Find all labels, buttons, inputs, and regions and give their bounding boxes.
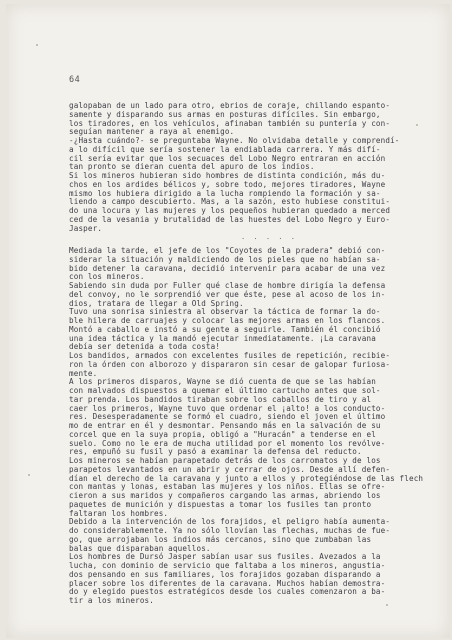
text-line: con los mineros. (69, 272, 145, 282)
text-line: res, empuñó su fusil y pasó a examinar la defensa del reducto. (69, 447, 362, 457)
text-line: ced de la vesania y brutalidad de las huestes del Lobo Negro y Euro- (69, 214, 391, 224)
text-line: placer sobre los diferentes de la caravana. Muchos habían demostra- (69, 578, 386, 588)
text-line: lucha, con dominio de servicio que faltaba a los mineros, angustia- (69, 561, 386, 570)
text-line: galopaban de un lado para otro, ebrios de coraje, chillando espanto- (69, 101, 391, 110)
text-line: tan pronto se dieran cuenta del apuro de los indios. (69, 162, 315, 172)
text-line: cil sería evitar que los secuaces del Lobo Negro entraran en acción (69, 153, 386, 163)
text-line: del convoy, no le sorprendió ver que éste, pese al acoso de los in- (69, 289, 386, 299)
text-line: Montó a caballo e instó a su gente a seguirle. También él concibió (69, 324, 381, 334)
text-line: siderar la situación y maldiciendo de los pieles que no habían sa- (69, 254, 381, 264)
text-line: mo de entrar en él y desmontar. Pensando más en la salvación de su (69, 421, 381, 430)
text-line: ble hilera de carruajes y colocar las mejores armas en los flancos. (69, 316, 386, 325)
text-line: Mediada la tarde, el jefe de los "Coyotes de la pradera" debió con- (69, 246, 386, 255)
text-line: mismo los hubiera dirigido a la lucha rompiendo la formación y sa- (69, 188, 381, 198)
text-line: debía ser detenida a toda costa! (69, 342, 221, 352)
page-number: 64 (69, 75, 81, 85)
text-line: do una locura y las mujeres y los pequeños hubieran quedado a merced (69, 206, 391, 215)
text-line: con malvados dispuestos a quemar el último cartucho antes que sol- (69, 386, 381, 395)
text-line: seguían mantener a raya al enemigo. (69, 127, 235, 137)
text-line: faltaran los hombres. (69, 508, 169, 518)
text-line: go, que arrojaban los indios más cercanos, sino que zumbaban las (69, 534, 372, 544)
text-line: do considerablemente. Ya no sólo llovían las flechas, muchas de fue- (69, 526, 391, 535)
text-line: corcel que en la suya propia, obligó a "Huracán" a tenderse en el (69, 429, 376, 439)
paper-speck (28, 474, 30, 476)
text-line: ron la órden con alborozo y dispararon sin cesar de galopar furiosa- (69, 359, 391, 369)
text-line: Si los mineros hubieran sido hombres de distinta condición, más du- (69, 171, 386, 180)
text-line: cieron a sus maridos y compañeros cargando las armas, abriendo los (69, 491, 381, 500)
paper-speck (416, 124, 418, 126)
text-line: tir a los mineros. (69, 596, 154, 605)
text-line: Los bandidos, armados con excelentes fusiles de repetición, recibie- (69, 351, 391, 360)
text-line: bido detener la caravana, decidió intervenir para acabar de una vez (69, 263, 386, 273)
text-line: suelo. Como no le era de mucha utilidad por el momento los revólve- (69, 438, 386, 448)
text-line: chos en los ardides bélicos y, sobre todo, mejores tiradores, Wayne (69, 179, 386, 189)
text-line: parapetos levantados en un abrir y cerrar de ojos. Desde allí defen- (69, 464, 391, 474)
text-line: dían el derecho de la caravana y junto a ellos y protegiéndose de las flech (69, 473, 424, 483)
text-line: con mantas y lonas, estaban las mujeres y los niños. Ellas se ofre- (69, 482, 386, 492)
text-line: A los primeros disparos, Wayne se dió cuenta de que se las habían (69, 377, 376, 387)
text-line: dios, tratara de llegar a Old Spring. (69, 298, 244, 308)
text-line: do y elegido puestos estratégicos desde los cuales comenzaron a ba- (69, 587, 386, 597)
text-line: samente y disparando sus armas en posturas difíciles. Sin embargo, (69, 109, 381, 119)
text-line: los tiradores, en los vehículos, afinaban también su puntería y con- (69, 118, 391, 128)
text-line: -¿Hasta cuándo?- se preguntaba Wayne. No olvidaba detalle y comprendí- (69, 136, 400, 145)
document-page (6, 4, 450, 638)
text-line: una idea táctica y la mandó ejecutar inmediatamente. ¡La caravana (69, 333, 376, 343)
text-line: a lo difícil que sería sostener la endiablada carrera. Y más difí- (69, 144, 381, 154)
text-line: Jasper. (69, 223, 103, 233)
text-line: paquetes de munición y dispuestas a tomar los fusiles tan pronto (69, 499, 372, 509)
paper-speck (386, 604, 388, 606)
text-line: dos pensando en sus familiares, los forajidos gozaban disparando a (69, 569, 381, 579)
text-line: Debido a la intervención de los forajidos, el peligro había aumenta- (69, 517, 391, 527)
text-line: mente. (69, 368, 98, 378)
text-line: res. Desesperadamente se formó el cuadro, siendo el joven el último (69, 412, 386, 422)
text-line: balas que disparaban aquellos. (69, 543, 211, 553)
text-line: Los mineros se habían parapetado detrás de los carromatos y de los (69, 456, 381, 465)
text-line: caer los primeros, Wayne tuvo que ordenar el ¡alto! a los conducto- (69, 403, 386, 413)
text-line: Sabiendo sin duda por Fuller qué clase de hombre dirigía la defensa (69, 281, 386, 290)
text-line: Los hombres de Dursó Jasper sabían usar sus fusiles. Avezados a la (69, 552, 381, 562)
text-line: Tuvo una sonrisa siniestra al observar la táctica de formar la do- (69, 307, 381, 317)
text-line: liendo a campo descubierto. Mas, a la sazón, esto hubiese constitui- (69, 197, 391, 207)
section-separator: . . . . . (241, 233, 297, 241)
text-line: tar prenda. Los bandidos tiraban sobre los caballos de tiro y al (69, 394, 372, 404)
paper-speck (36, 44, 38, 46)
